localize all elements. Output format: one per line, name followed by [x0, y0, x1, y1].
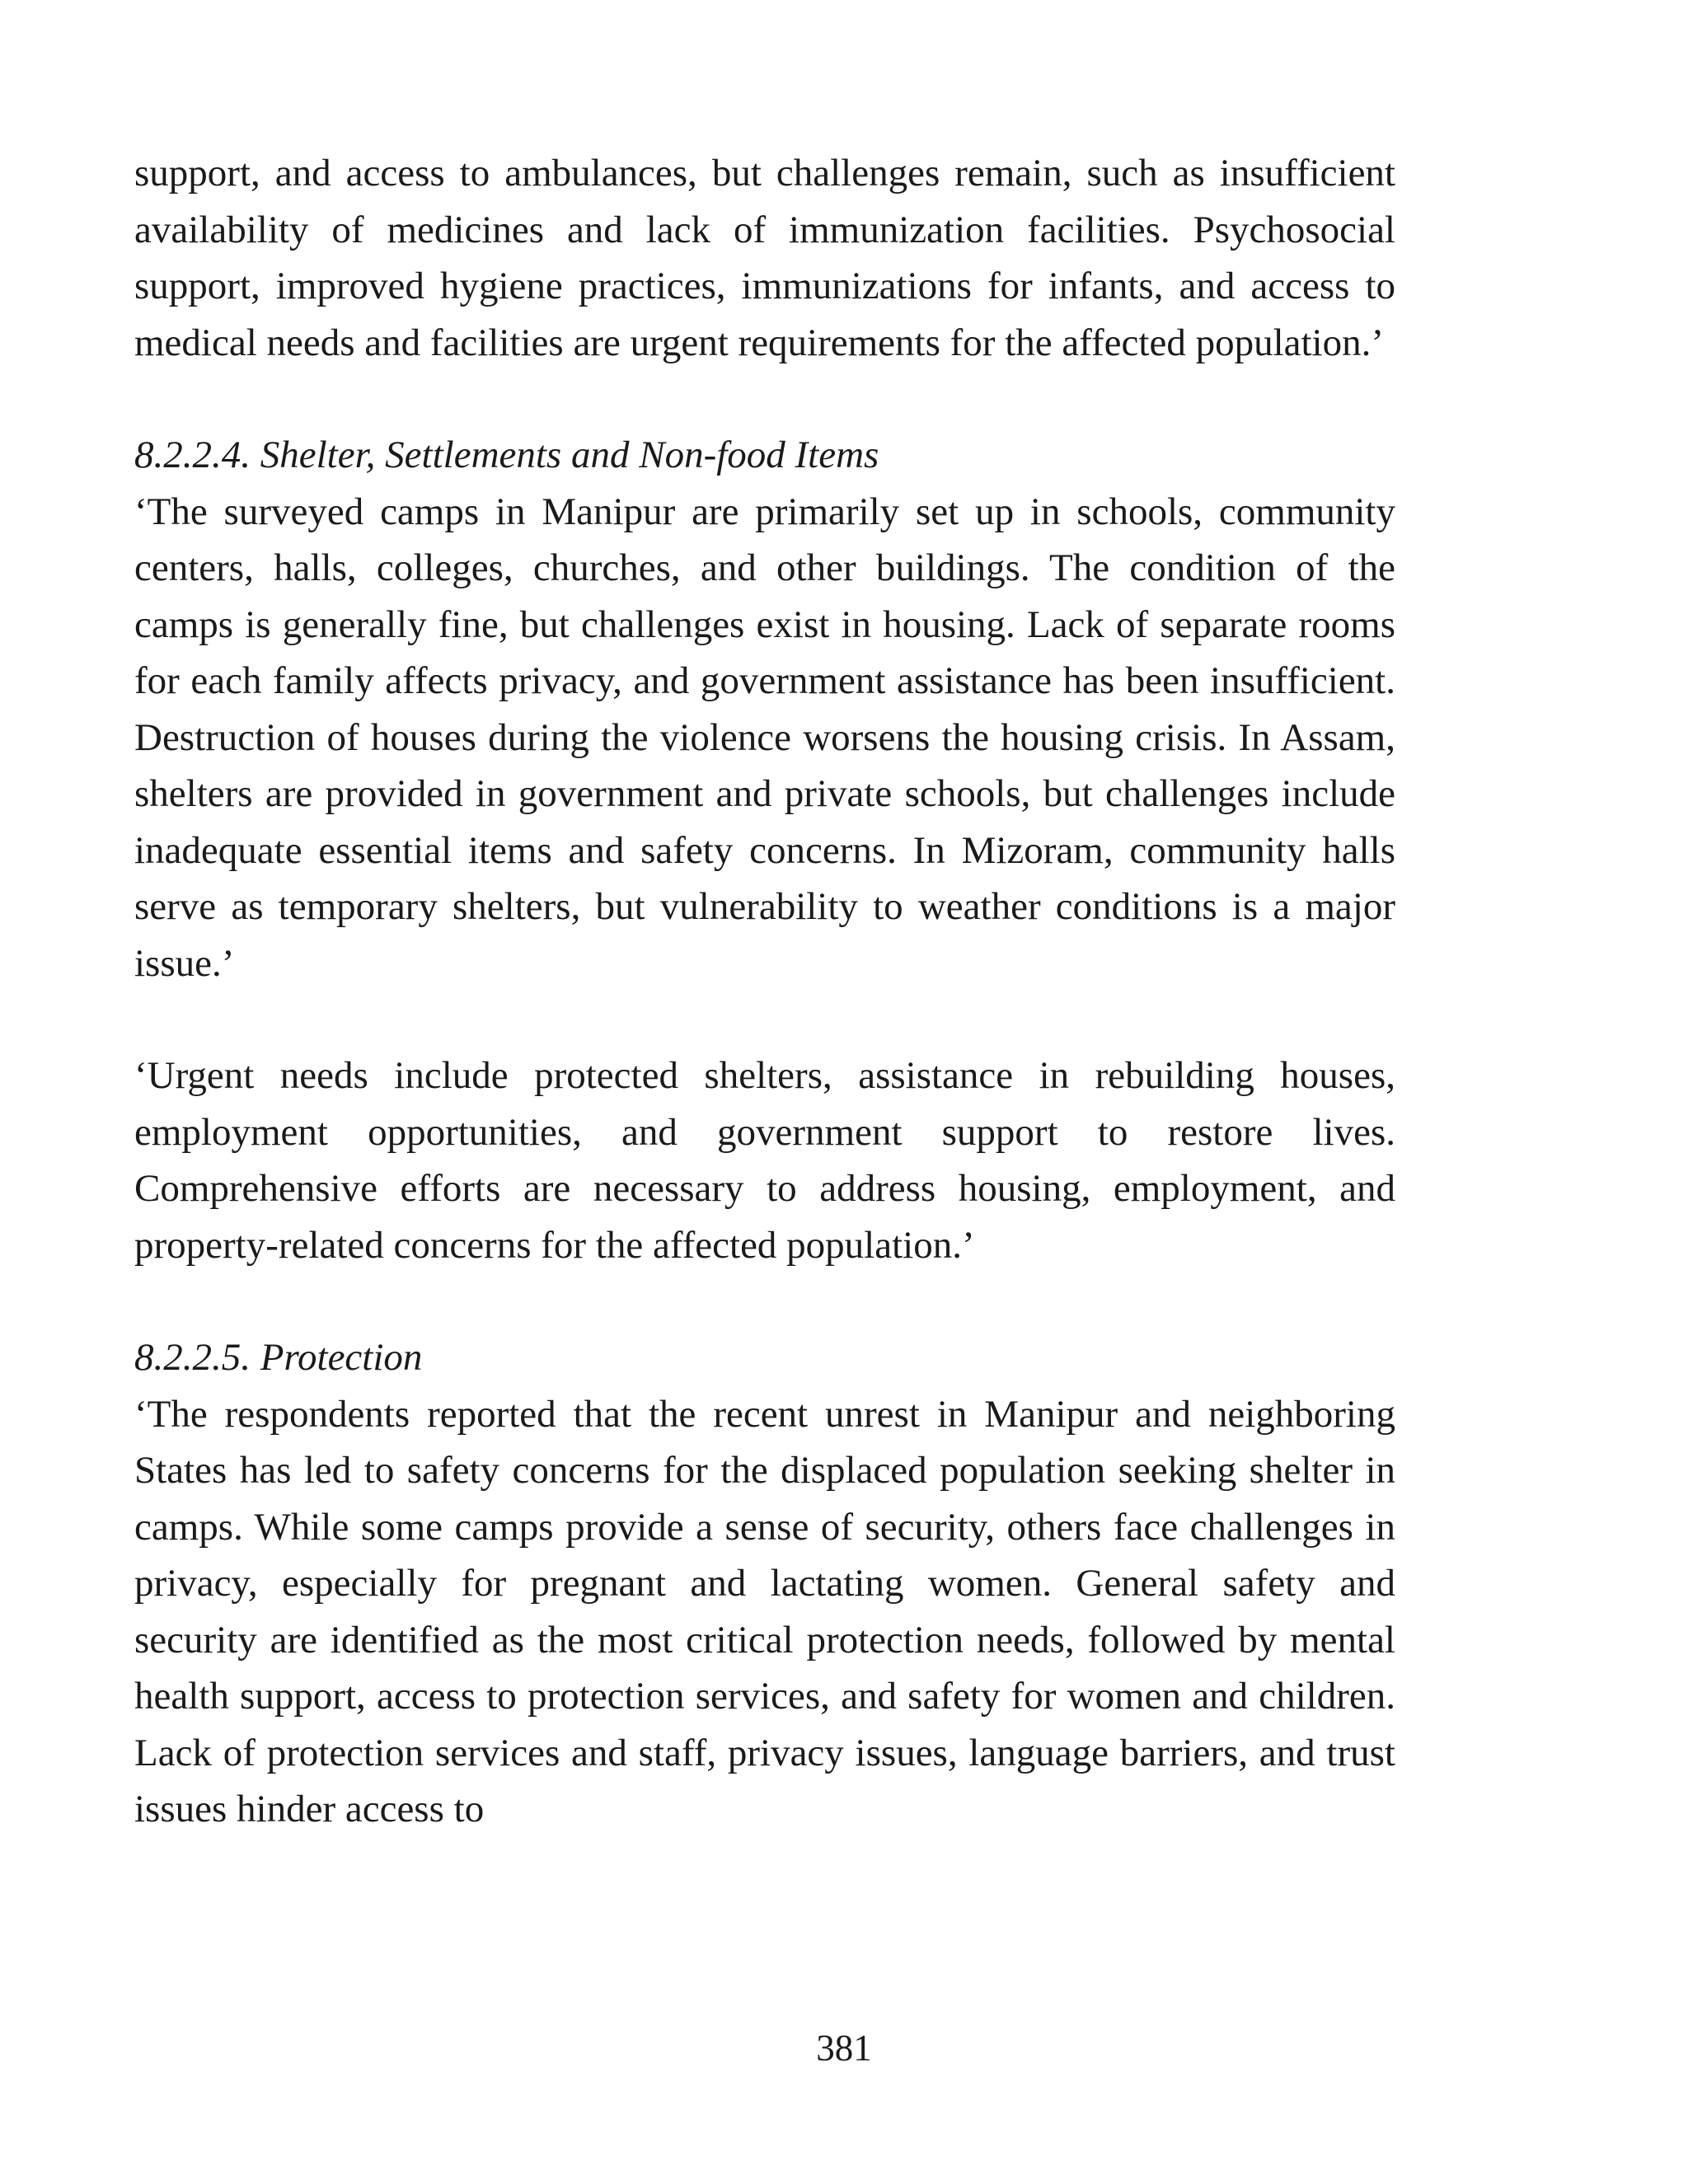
protection-paragraph-1: ‘The respondents reported that the recent unrest in Manipur and neighboring States has led to safety concerns for the displaced population seeking shelter in camps. While some camps provide a sense of security, others face challenges in privacy, especially for pregnant and lactating women. General safety and security are identified as the most critical protection needs, followed by mental health support, access to protection services, and safety for women and children. Lack of protection services and staff, privacy issues, language barriers, and trust issues hinder access to: [134, 1392, 1395, 1830]
shelter-paragraph-1: ‘The surveyed camps in Manipur are primarily set up in schools, community centers, halls, colleges, churches, and other buildings. The condition of the camps is generally fine, but challenges exist in housing. Lack of separate rooms for each family affects privacy, and government assistance has been insufficient. Destruction of houses during the violence worsens the housing crisis. In Assam, shelters are provided in government and private schools, but challenges include inadequate essential items and safety concerns. In Mizoram, community halls serve as temporary shelters, but vulnerability to weather conditions is a major issue.’: [134, 490, 1395, 985]
section-heading-protection: 8.2.2.5. Protection: [134, 1336, 423, 1379]
section-heading-shelter: 8.2.2.4. Shelter, Settlements and Non-food Items: [134, 434, 879, 476]
section-shelter: [134, 427, 1395, 1273]
shelter-paragraph-2: ‘Urgent needs include protected shelters, assistance in rebuilding houses, employment opportunities, and government support to restore lives. Comprehensive efforts are necessary to address housing, employment, and property-related concerns for the affected population.’: [134, 1054, 1395, 1267]
intro-paragraph: support, and access to ambulances, but challenges remain, such as insufficient availability of medicines and lack of immunization facilities. Psychosocial support, improved hygiene practices, immunizations for infants, and access to medical needs and facilities are urgent requirements for the affected population.’: [134, 152, 1395, 364]
section-protection: [134, 1329, 1395, 1838]
page-number: 381: [816, 2027, 872, 2069]
page-body: [134, 145, 1395, 1838]
